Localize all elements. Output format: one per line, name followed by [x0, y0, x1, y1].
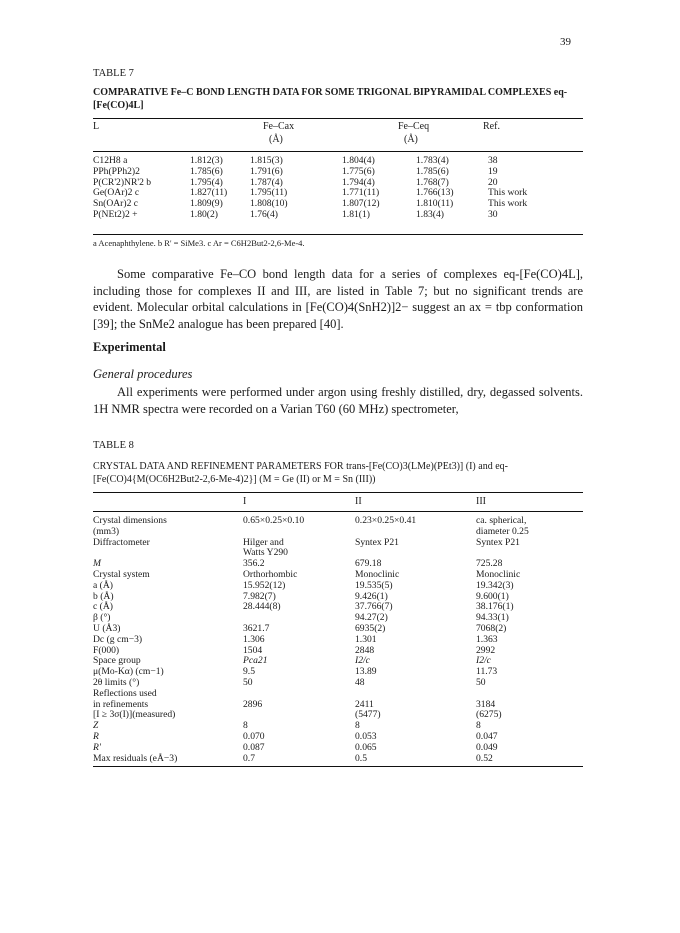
- t8-cell-iii: 0.049: [476, 741, 498, 753]
- t8-cell-ii: 48: [355, 676, 365, 688]
- t8-cell-i: 8: [243, 720, 248, 732]
- t8-cell-param: Crystal system: [93, 568, 150, 580]
- paragraph-comparative: Some comparative Fe–CO bond length data for a series of complexes eq-[Fe(CO)4L], including those for complexes II and III, are listed in Table 7; but no significant trends are evident. Molecular orbital calculations in [Fe(CO)4(SnH2)]2− suggest an ax = tbp conformation [39]; the SnMe2 analogue has been prepared [40].: [93, 267, 583, 331]
- table-row: [93, 580, 583, 591]
- t8-cell-iii: 8: [476, 720, 481, 732]
- t8-cell-iii: 0.047: [476, 730, 498, 742]
- t8-cell-i: 0.7: [243, 752, 255, 764]
- t8-cell-param: U (Å3): [93, 622, 121, 634]
- t8-cell-param: Z: [93, 720, 99, 732]
- t8-cell-ii: 6935(2): [355, 622, 386, 634]
- table-row: [93, 645, 583, 656]
- t7-cell-l: Sn(OAr)2 c: [93, 198, 139, 210]
- t8-cell-param: R: [93, 730, 99, 742]
- t7-cell-l: PPh(PPh2)2: [93, 165, 140, 177]
- t8-cell-i: 0.070: [243, 730, 265, 742]
- table-row: [93, 526, 583, 537]
- t8-cell-param: Dc (g cm−3): [93, 633, 143, 645]
- t8-cell-ii: 19.535(5): [355, 579, 393, 591]
- t8-header-col-iii: III: [476, 496, 486, 507]
- t8-cell-param: [I ≥ 3σ(I)](measured): [93, 709, 176, 721]
- t7-cell-v2: 1.795(11): [250, 187, 288, 199]
- t8-cell-param: Max residuals (eÅ−3): [93, 752, 178, 764]
- table8-bottom-rule: [93, 766, 583, 767]
- t8-cell-ii: 2411: [355, 698, 374, 710]
- t8-cell-iii: 725.28: [476, 558, 503, 570]
- table8-caption: CRYSTAL DATA AND REFINEMENT PARAMETERS FOR trans-[Fe(CO)3(LMe)(PEt3)] (I) and eq-[Fe(CO)4{M(OC6H2But2-2,6-Me-4)2}] (M = Ge (II) or M = Sn (III)): [93, 461, 508, 485]
- t7-cell-v2: 1.76(4): [250, 208, 278, 220]
- table-row: [93, 634, 583, 645]
- t8-cell-param: M: [93, 558, 101, 570]
- table-row: [93, 612, 583, 623]
- t8-cell-param: Crystal dimensions: [93, 515, 167, 526]
- t7-cell-ref: This work: [488, 187, 528, 199]
- t7-cell-v3: 1.81(1): [342, 208, 370, 220]
- t8-cell-i: 356.2: [243, 558, 265, 570]
- t7-cell-v4: 1.83(4): [416, 208, 444, 220]
- table7-body: [93, 155, 583, 220]
- t8-cell-param: (mm3): [93, 525, 120, 537]
- t8-cell-param: b (Å): [93, 590, 114, 602]
- t8-cell-param: c (Å): [93, 601, 113, 613]
- t8-cell-param: F(000): [93, 644, 120, 656]
- table-row: [93, 558, 583, 569]
- t8-cell-i: Pca21: [243, 655, 268, 667]
- table-row: [93, 166, 583, 177]
- t8-cell-ii: 37.766(7): [355, 601, 393, 613]
- t8-cell-iii: 19.342(3): [476, 579, 514, 591]
- t7-header-fe-ceq: Fe–Ceq: [398, 121, 430, 132]
- t7-cell-l: P(NEt2)2 +: [93, 208, 138, 220]
- t7-cell-v3: 1.807(12): [342, 198, 380, 210]
- table-row: [93, 209, 583, 220]
- t8-cell-ii: 0.5: [355, 752, 367, 764]
- t8-cell-param: β (°): [93, 612, 111, 624]
- t7-cell-v4: 1.810(11): [416, 198, 454, 210]
- t7-cell-v2: 1.808(10): [250, 198, 288, 210]
- t7-cell-v2: 1.791(6): [250, 165, 283, 177]
- t8-cell-i: 28.444(8): [243, 601, 281, 613]
- t7-cell-v1: 1.795(4): [190, 176, 223, 188]
- t7-header-fe-cax-unit: (Å): [269, 134, 283, 145]
- t8-cell-ii: (5477): [355, 709, 381, 721]
- t8-cell-i: 3621.7: [243, 622, 270, 634]
- t8-cell-param: Diffractometer: [93, 536, 150, 548]
- t8-cell-i: 50: [243, 676, 253, 688]
- t7-cell-v1: 1.812(3): [190, 155, 223, 166]
- t7-cell-l: P(CR'2)NR'2 b: [93, 176, 152, 188]
- table-row: [93, 155, 583, 166]
- t8-cell-iii: (6275): [476, 709, 502, 721]
- t8-cell-iii: 7068(2): [476, 622, 507, 634]
- table-row: [93, 569, 583, 580]
- t8-cell-param: 2θ limits (°): [93, 676, 140, 688]
- t8-cell-iii: 50: [476, 676, 486, 688]
- t8-cell-i: 1.306: [243, 633, 265, 645]
- t8-cell-iii: 11.73: [476, 666, 498, 678]
- t7-header-fe-ceq-unit: (Å): [404, 134, 418, 145]
- table-row: [93, 187, 583, 198]
- table-row: [93, 742, 583, 753]
- t8-cell-iii: I2/c: [476, 655, 491, 667]
- t8-cell-ii: 0.065: [355, 741, 377, 753]
- t7-cell-ref: This work: [488, 198, 528, 210]
- t8-cell-ii: Syntex P21: [355, 536, 399, 548]
- t8-cell-iii: 1.363: [476, 633, 498, 645]
- t7-cell-l: C12H8 a: [93, 155, 128, 166]
- t8-cell-iii: Syntex P21: [476, 536, 520, 548]
- table-row: [93, 177, 583, 188]
- t8-cell-iii: 94.33(1): [476, 612, 509, 624]
- t8-header-col-i: I: [243, 496, 247, 507]
- t8-cell-i: 0.087: [243, 741, 265, 753]
- table-row: [93, 753, 583, 764]
- t8-cell-i: 7.982(7): [243, 590, 276, 602]
- t7-cell-v4: 1.783(4): [416, 155, 449, 166]
- t7-cell-v3: 1.775(6): [342, 165, 375, 177]
- t8-cell-i: 9.5: [243, 666, 255, 678]
- t8-cell-param: Space group: [93, 655, 141, 667]
- table-row: [93, 655, 583, 666]
- t8-cell-i: 0.65×0.25×0.10: [243, 515, 305, 526]
- t8-cell-i: 15.952(12): [243, 579, 286, 591]
- general-procedures-heading: General procedures: [93, 367, 193, 381]
- page-number: 39: [560, 36, 571, 48]
- t8-cell-iii: 0.52: [476, 752, 493, 764]
- table-row: [93, 720, 583, 731]
- t7-cell-ref: 30: [488, 208, 498, 220]
- table-row: [93, 515, 583, 526]
- t8-cell-iii: 2992: [476, 644, 496, 656]
- t8-header-col-ii: II: [355, 496, 362, 507]
- table8-top-rule: [93, 492, 583, 493]
- table8-body: [93, 515, 583, 763]
- t8-cell-iii: 3184: [476, 698, 496, 710]
- t7-cell-v4: 1.768(7): [416, 176, 449, 188]
- t7-cell-v4: 1.785(6): [416, 165, 449, 177]
- t7-cell-v1: 1.809(9): [190, 198, 223, 210]
- table-row: [93, 731, 583, 742]
- table8-label: TABLE 8: [93, 440, 134, 451]
- t7-cell-v2: 1.787(4): [250, 176, 283, 188]
- t7-cell-v4: 1.766(13): [416, 187, 454, 199]
- table-row: [93, 591, 583, 602]
- t7-cell-v2: 1.815(3): [250, 155, 283, 166]
- t7-header-fe-cax: Fe–Cax: [263, 121, 295, 132]
- table-row: [93, 677, 583, 688]
- t7-cell-l: Ge(OAr)2 c: [93, 187, 140, 199]
- table7-caption: COMPARATIVE Fe–C BOND LENGTH DATA FOR SOME TRIGONAL BIPYRAMIDAL COMPLEXES eq-[Fe(CO)4L]: [93, 87, 568, 111]
- t8-cell-ii: I2/c: [355, 655, 370, 667]
- t8-cell-param: in refinements: [93, 698, 149, 710]
- t8-cell-ii: 13.89: [355, 666, 377, 678]
- t7-cell-v1: 1.785(6): [190, 165, 223, 177]
- t8-cell-ii: 1.301: [355, 633, 377, 645]
- t8-cell-iii: Monoclinic: [476, 568, 521, 580]
- t8-cell-iii: 9.600(1): [476, 590, 509, 602]
- table-row: [93, 537, 583, 548]
- t8-cell-param: a (Å): [93, 579, 113, 591]
- t8-cell-ii: 679.18: [355, 558, 382, 570]
- t7-cell-v3: 1.794(4): [342, 176, 375, 188]
- t8-cell-i: 1504: [243, 644, 263, 656]
- t7-cell-ref: 20: [488, 176, 498, 188]
- t7-cell-ref: 38: [488, 155, 498, 166]
- t8-cell-i: Watts Y290: [243, 547, 288, 559]
- t8-cell-iii: ca. spherical,: [476, 515, 527, 526]
- table7-header: [93, 121, 583, 149]
- t8-cell-i: 2896: [243, 698, 263, 710]
- table7-top-rule: [93, 118, 583, 119]
- t8-cell-param: Reflections used: [93, 687, 157, 699]
- t8-cell-param: μ(Mo-Kα) (cm−1): [93, 666, 164, 678]
- t8-cell-ii: Monoclinic: [355, 568, 400, 580]
- t8-cell-ii: 8: [355, 720, 360, 732]
- table-row: [93, 699, 583, 710]
- table-row: [93, 601, 583, 612]
- t8-cell-param: R': [93, 741, 101, 753]
- table7-bottom-rule: [93, 234, 583, 235]
- t8-cell-ii: 2848: [355, 644, 375, 656]
- t8-cell-i: Orthorhombic: [243, 568, 298, 580]
- table-row: [93, 688, 583, 699]
- t8-cell-ii: 9.426(1): [355, 590, 388, 602]
- t7-header-l: L: [93, 121, 100, 132]
- t8-cell-ii: 0.23×0.25×0.41: [355, 515, 417, 526]
- table8-header-rule: [93, 511, 583, 512]
- paragraph-procedures: All experiments were performed under argon using freshly distilled, dry, degassed solvents. 1H NMR spectra were recorded on a Varian T60 (60 MHz) spectrometer,: [93, 385, 583, 416]
- table7-footnote: a Acenaphthylene. b R' = SiMe3. c Ar = C6H2But2-2,6-Me-4.: [93, 238, 305, 248]
- experimental-heading: Experimental: [93, 340, 166, 354]
- t7-cell-ref: 19: [488, 165, 498, 177]
- t8-cell-i: Hilger and: [243, 536, 284, 548]
- table-row: [93, 709, 583, 720]
- t8-cell-iii: diameter 0.25: [476, 525, 529, 537]
- table-row: [93, 198, 583, 209]
- t7-cell-v1: 1.827(11): [190, 187, 228, 199]
- table-row: [93, 623, 583, 634]
- table7-label: TABLE 7: [93, 68, 134, 79]
- table-row: [93, 547, 583, 558]
- t8-cell-ii: 94.27(2): [355, 612, 388, 624]
- t7-cell-v1: 1.80(2): [190, 208, 218, 220]
- t7-header-ref: Ref.: [483, 121, 500, 132]
- table7-header-rule: [93, 151, 583, 152]
- t7-cell-v3: 1.771(11): [342, 187, 380, 199]
- t8-cell-iii: 38.176(1): [476, 601, 514, 613]
- t8-cell-ii: 0.053: [355, 730, 377, 742]
- t7-cell-v3: 1.804(4): [342, 155, 375, 166]
- table-row: [93, 666, 583, 677]
